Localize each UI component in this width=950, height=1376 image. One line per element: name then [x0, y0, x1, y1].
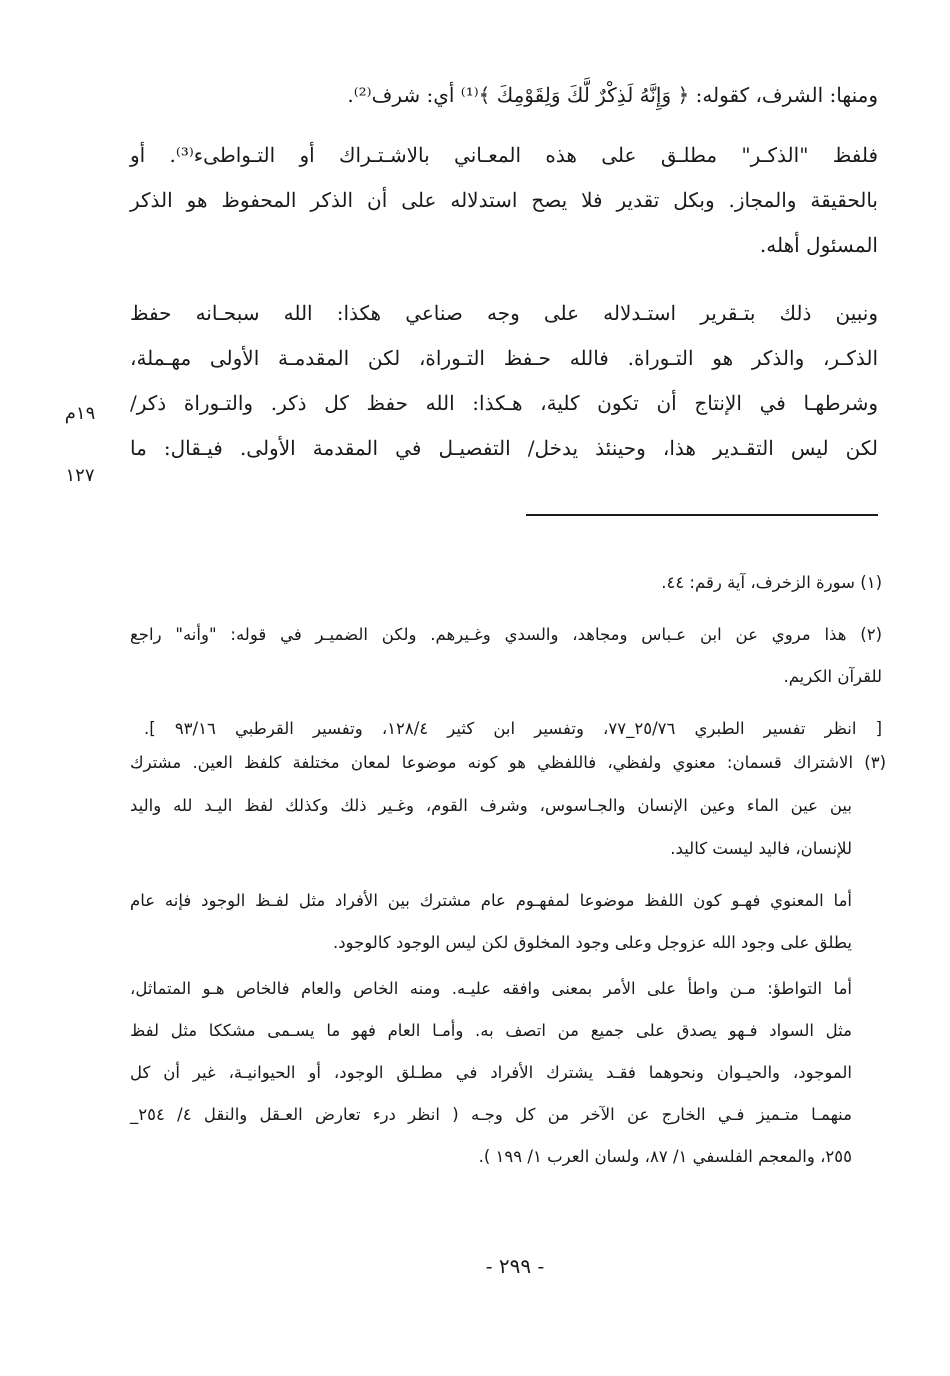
footnote-line: (١) سورة الزخرف، آية رقم: ٤٤. [661, 573, 882, 592]
footnote-line: (٢) هذا مروي عن ابن عـباس ومجاهد، والسدي وغـيرهم. ولكن الضميـر في قوله: "وأنه" راجع [130, 625, 882, 644]
text-line: المسئول أهله. [759, 233, 878, 257]
footnote-line: [ انظر تفسير الطبري ٢٥/٧٦_٧٧، وتفسير ابن كثير ١٢٨/٤، وتفسير القرطبي ٩٣/١٦ ]. [144, 719, 883, 738]
margin-note: ١٢٧ [65, 465, 95, 486]
footnote-line: مثل السواد فـهو يصدق على جميع من اتصف به. وأمـا العام فهو ما يسـمى مشككا مثل لفظ [130, 1021, 852, 1040]
footnote-separator [526, 514, 878, 516]
text-line: ونبين ذلك بتـقرير استـدلاله على وجه صناعي هكذا: الله سبحـانه حفظ [130, 301, 878, 325]
footnote-line: أما التواطؤ: مـن واطأ على الأمر بمعنى وافقه عليـه. ومنه الخاص والعام فالخاص هـو المتماثل، [130, 979, 852, 998]
text-line: الذكـر، والذكر هو التـوراة. فالله حـفظ التـوراة، لكن المقدمـة الأولى مهـملة، [130, 346, 878, 370]
text-line: بالحقيقة والمجاز. وبكل تقدير فلا يصح استدلاله على أن الذكر المحفوظ هو الذكر [130, 188, 878, 212]
text-line: ومنها: الشرف، كقوله: ﴿ وَإِنَّهُ لَذِكْرٌ لَّكَ وَلِقَوْمِكَ ﴾⁽¹⁾ أي: شرف⁽²⁾. [347, 83, 878, 107]
text-line: لكن ليس التقـدير هذا، وحينئذ يدخل/ التفصيـل في المقدمة الأولى. فيـقال: ما [130, 436, 878, 460]
margin-note: ١٩م [64, 403, 96, 424]
footnote-line: منهمـا متـميز فـي الخارج عن الآخر من كل وجـه ( انظر درء تعارض العـقل والنقل ٤/ ٢٥٤_ [130, 1105, 852, 1124]
page-number: - ٢٩٩ - [485, 1254, 545, 1278]
footnote-line: بين عين الماء وعين الإنسان والجـاسوس، وشرف القوم، وغـير ذلك وكذلك لفظ اليـد لله واليد [130, 796, 852, 815]
footnote-line: الموجود، والحيـوان ونحوهما فقـد يشترك الأفراد في مطـلق الوجود، أو الحيوانيـة، غير أن كل [130, 1063, 852, 1082]
footnote-line: للقرآن الكريم. [783, 667, 882, 686]
text-line: وشرطهـا في الإنتاج أن تكون كلية، هـكذا: الله حفظ كل ذكر. والتـوراة ذكر/ [130, 391, 878, 415]
footnote-line: يطلق على وجود الله عزوجل وعلى وجود المخلوق لكن ليس الوجود كالوجود. [332, 933, 852, 952]
text-line: فلفظ "الذكـر" مطلـق على هذه المعـاني بالاشـتـراك أو التـواطىء⁽³⁾. أو [130, 143, 878, 167]
footnote-line: للإنسان، فاليد ليست كاليد. [670, 839, 852, 858]
footnote-line: (٣) الاشتراك قسمان: معنوي ولفظي، فاللفظي هو كونه موضوعا لمعان مختلفة كلفظ العين. مشترك [130, 753, 886, 772]
footnote-line: أما المعنوي فهـو كون اللفظ موضوعا لمفهـوم عام مشترك بين الأفراد مثل لفـظ الوجود فإنه عام [130, 891, 852, 910]
footnote-line: ٢٥٥، والمعجم الفلسفي ١/ ٨٧، ولسان العرب ١/ ١٩٩ ). [478, 1147, 852, 1166]
